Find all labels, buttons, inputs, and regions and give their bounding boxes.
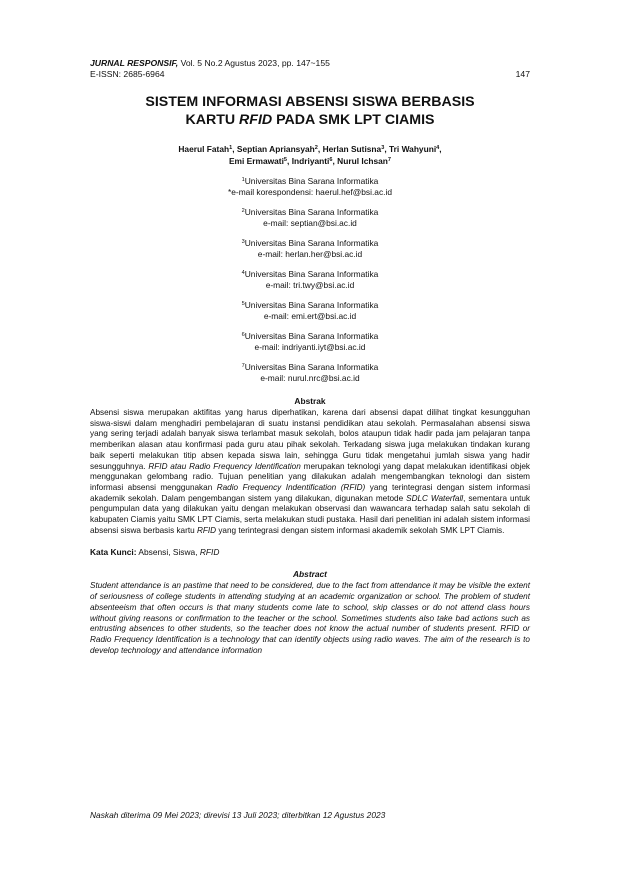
- affiliation-email: e-mail: septian@bsi.ac.id: [263, 218, 357, 228]
- paper-page: [90, 58, 530, 656]
- eissn: E-ISSN: 2685-6964: [90, 69, 165, 79]
- title-line-1: SISTEM INFORMASI ABSENSI SISWA BERBASIS: [145, 94, 475, 110]
- journal-volume: Vol. 5 No.2 Agustus 2023, pp. 147~155: [180, 58, 330, 68]
- abstract-heading: Abstract: [293, 569, 327, 580]
- affiliation: $^2$Universitas Bina Sarana Informatika e-mail: septian@bsi.ac.id: [90, 207, 530, 229]
- affiliation-institution: Universitas Bina Sarana Informatika: [244, 238, 379, 248]
- abstrak-heading: Abstrak: [294, 396, 326, 406]
- affiliation-institution: Universitas Bina Sarana Informatika: [244, 207, 379, 217]
- affiliation-email: e-mail: tri.twy@bsi.ac.id: [265, 280, 355, 290]
- author: Haerul Fatah$^1$,: [178, 144, 237, 154]
- affiliation-institution: Universitas Bina Sarana Informatika: [244, 362, 379, 372]
- title-text: KARTU: [185, 112, 240, 128]
- journal-name: JURNAL RESPONSIF,: [90, 58, 179, 68]
- author: Nurul Ichsan$^7$: [337, 156, 392, 166]
- affiliation-email: e-mail: indriyanti.iyt@bsi.ac.id: [254, 342, 366, 352]
- author: Tri Wahyuni$^4$,: [389, 144, 442, 154]
- submission-footer: Naskah diterima 09 Mei 2023; direvisi 13 Juli 2023; diterbitkan 12 Agustus 2023: [90, 810, 386, 820]
- abstract-paragraph: Student attendance is an pastime that need to be considered, due to the fact from attendance it may be visible the extent of seriousness of college students in attending studying at an academic organization or school. The problem of student absenteeism that often occurs is that many students come late to school, skip classes or do not attend class hours without giving reasons or confirmation to the teacher or the school. Sometimes students also take bad actions such as entrusting absences to other students, so the teacher does not know the actual number of students present. RFID or Radio Frequency Identification is a technology that can identify objects using radio waves. The aim of the research is to develop technology and attendance information: [90, 581, 530, 655]
- author-list: [90, 143, 530, 167]
- author-line-1: [90, 143, 530, 155]
- affiliation: $^3$Universitas Bina Sarana Informatika e-mail: herlan.her@bsi.ac.id: [90, 238, 530, 260]
- title-text: PADA SMK LPT CIAMIS: [272, 112, 435, 128]
- affiliation-email: *e-mail korespondensi: haerul.hef@bsi.ac.id: [228, 187, 392, 197]
- journal-header-line2: [90, 69, 530, 80]
- affiliation: $^6$Universitas Bina Sarana Informatika e-mail: indriyanti.iyt@bsi.ac.id: [90, 331, 530, 353]
- page-number: 147: [515, 69, 530, 79]
- author: Herlan Sutisna$^3$,: [322, 144, 389, 154]
- affiliation: $^5$Universitas Bina Sarana Informatika e-mail: emi.ert@bsi.ac.id: [90, 300, 530, 322]
- affiliation-email: e-mail: emi.ert@bsi.ac.id: [263, 311, 357, 321]
- journal-header: [90, 58, 530, 69]
- affiliation-institution: Universitas Bina Sarana Informatika: [244, 176, 379, 186]
- title-line-2: [90, 111, 530, 129]
- affiliation-institution: Universitas Bina Sarana Informatika: [244, 331, 379, 341]
- affiliation-institution: Universitas Bina Sarana Informatika: [244, 300, 379, 310]
- affiliation-institution: Universitas Bina Sarana Informatika: [244, 269, 379, 279]
- author-line-2: [90, 155, 530, 167]
- affiliation-email: e-mail: nurul.nrc@bsi.ac.id: [260, 373, 360, 383]
- abstrak-paragraph: Absensi siswa merupakan aktifitas yang harus diperhatikan, karena dari absensi dapat dilihat tingkat kesungguhan siswa-siswi dalam menghadiri pembelajaran di suatu instansi pendidikan atau sekolah. Permasalahan absensi siswa yang sering terjadi adalah banyak siswa terlambat masuk sekolah, bolos ataupun tidak hadir pada jam pelajaran tanpa memberikan alasan atau konfirmasi pada guru atau pihak sekolah. Terkadang siswa juga melakukan tindakan kurang baik seperti melakukan titip absen kepada siswa lain, sehingga Guru tidak mengetahui jumlah siswa yang hadir sesungguhnya. RFID atau Radio Frequency Identification merupakan teknologi yang dapat melakukan identifikasi objek menggunakan gelombang radio. Tujuan penelitian yang dilakukan adalah mengembangkan teknologi dan sistem informasi absensi menggunakan Radio Frequency Indentification (RFID) yang terintegrasi dengan sistem informasi akademik sekolah. Dalam pengembangan sistem yang dilakukan, digunakan metode SDLC Waterfall, sementara untuk pengumpulan data yang dilakukan yaitu dengan melakukan observasi dan wawancara terhadap salah satu sekolah di kabupaten Ciamis yaitu SMK LPT Ciamis, serta melakukan studi pustaka. Hasil dari penelitian ini adalah sistem informasi absensi siswa berbasis kartu RFID yang terintegrasi dengan sistem informasi akademik sekolah SMK LPT Ciamis.: [90, 408, 531, 535]
- author: Emi Ermawati$^5$,: [228, 156, 292, 166]
- keywords-label: Kata Kunci:: [90, 547, 137, 558]
- affiliation-email: e-mail: herlan.her@bsi.ac.id: [257, 249, 363, 259]
- title-italic: RFID: [239, 112, 273, 128]
- paper-title: [90, 93, 530, 129]
- affiliation: $^7$Universitas Bina Sarana Informatika e-mail: nurul.nrc@bsi.ac.id: [90, 362, 530, 384]
- affiliation: $^1$Universitas Bina Sarana Informatika *e-mail korespondensi: haerul.hef@bsi.ac.id: [90, 176, 530, 198]
- keywords: Kata Kunci: Absensi, Siswa, RFID: [90, 547, 220, 558]
- author: Indriyanti$^6$,: [291, 156, 338, 166]
- affiliation: $^4$Universitas Bina Sarana Informatika e-mail: tri.twy@bsi.ac.id: [90, 269, 530, 291]
- author: Septian Apriansyah$^2$,: [236, 144, 323, 154]
